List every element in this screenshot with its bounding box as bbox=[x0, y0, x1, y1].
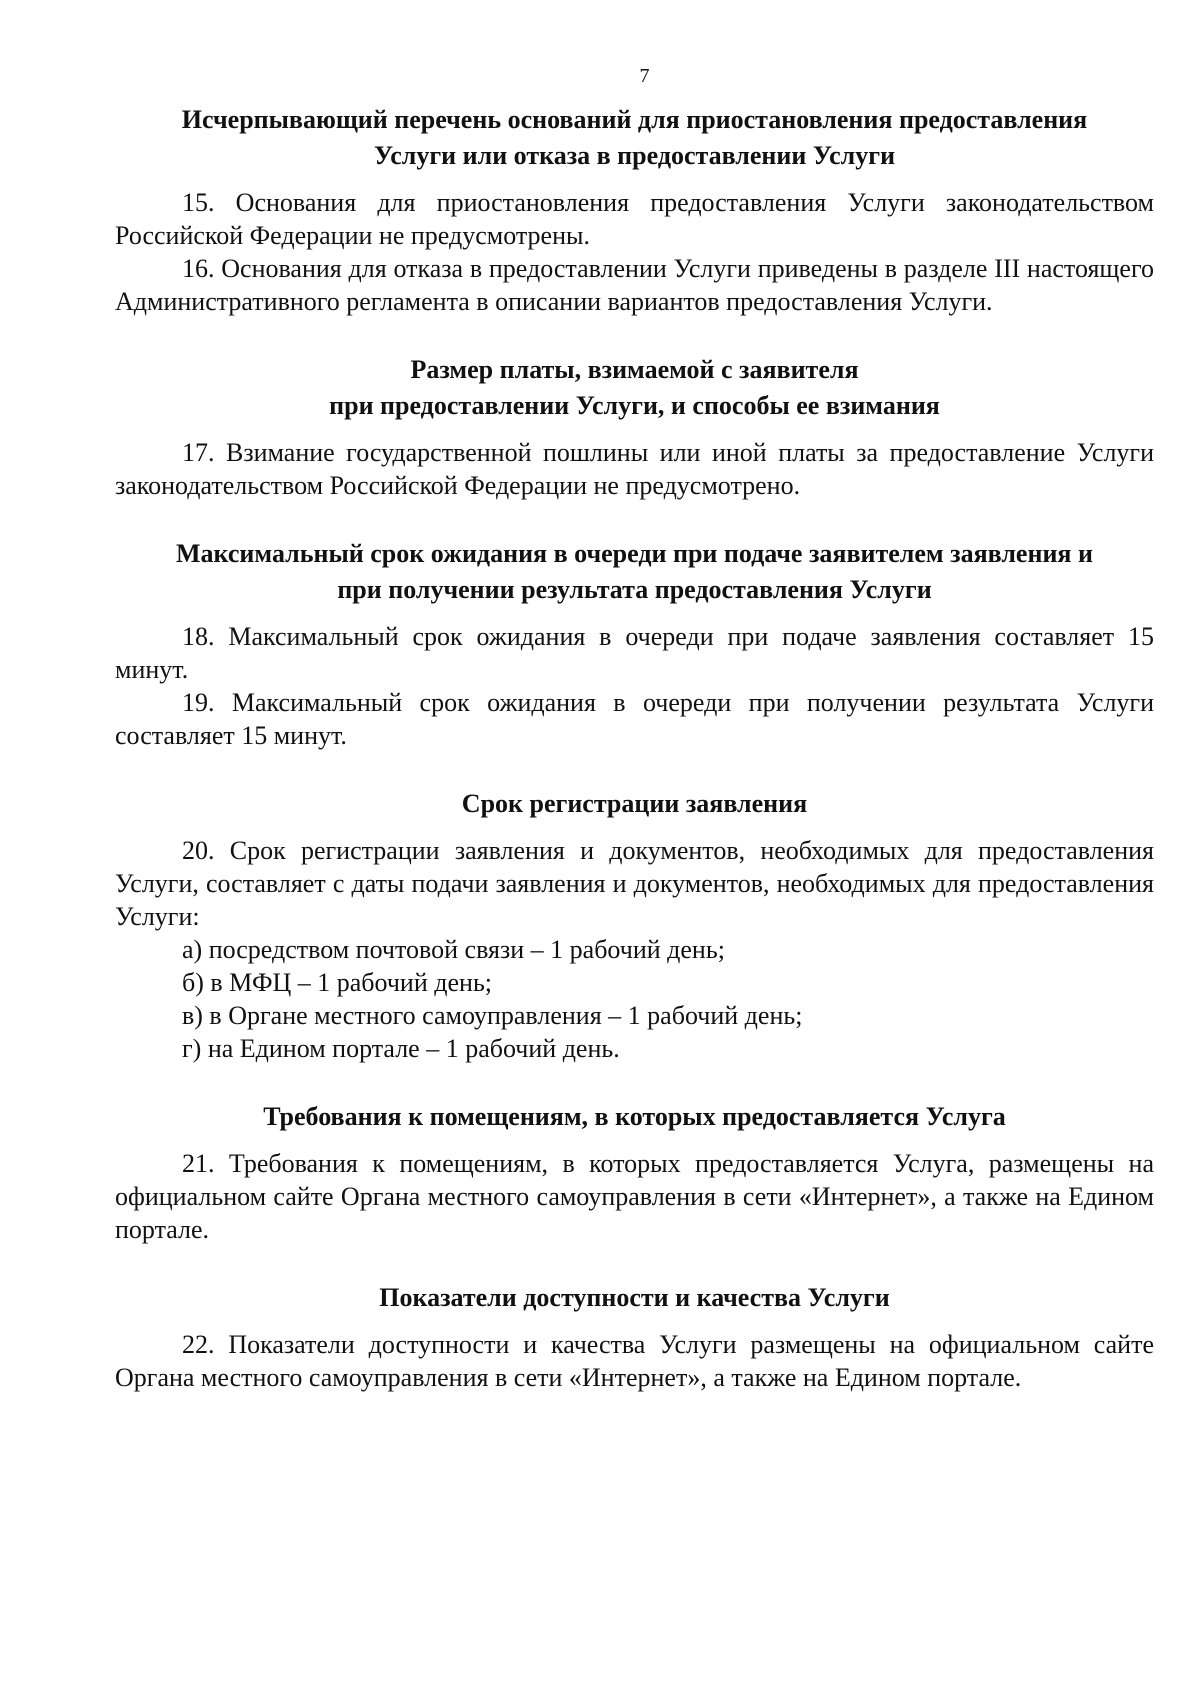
section-title-queue-time bbox=[115, 536, 1154, 608]
section-title-line: Срок регистрации заявления bbox=[461, 789, 808, 818]
section-title-line: Показатели доступности и качества Услуги bbox=[379, 1283, 890, 1312]
section-title-line: при предоставлении Услуги, и способы ее взимания bbox=[329, 391, 940, 420]
paragraph-21: 21. Требования к помещениям, в которых предоставляется Услуга, размещены на официальном сайте Органа местного самоуправления в сети «Интернет», а также на Едином портале. bbox=[115, 1149, 1154, 1244]
section-title-line: Максимальный срок ожидания в очереди при подаче заявителем заявления и bbox=[176, 539, 1093, 568]
section-title-suspension-grounds bbox=[115, 102, 1154, 174]
section-title-line: Требования к помещениям, в которых предоставляется Услуга bbox=[263, 1102, 1006, 1131]
section-title-premises bbox=[115, 1099, 1154, 1135]
page-number: 7 bbox=[639, 65, 650, 87]
paragraph-16: 16. Основания для отказа в предоставлении Услуги приведены в разделе III настоящего Административного регламента в описании вариантов предоставления Услуги. bbox=[115, 254, 1154, 316]
paragraph-19: 19. Максимальный срок ожидания в очереди при получении результата Услуги составляет 15 минут. bbox=[115, 688, 1154, 750]
list-item-local-authority: в) в Органе местного самоуправления – 1 рабочий день; bbox=[182, 1001, 803, 1030]
paragraph-17: 17. Взимание государственной пошлины или иной платы за предоставление Услуги законодательством Российской Федерации не предусмотрено. bbox=[115, 438, 1154, 500]
section-title-registration-term bbox=[115, 786, 1154, 822]
list-item-mfc: б) в МФЦ – 1 рабочий день; bbox=[182, 968, 493, 997]
paragraph-18: 18. Максимальный срок ожидания в очереди при подаче заявления составляет 15 минут. bbox=[115, 622, 1154, 684]
list-item-unified-portal: г) на Едином портале – 1 рабочий день. bbox=[182, 1034, 620, 1063]
section-title-line: Исчерпывающий перечень оснований для приостановления предоставления bbox=[181, 105, 1088, 134]
section-title-line: Размер платы, взимаемой с заявителя bbox=[410, 355, 859, 384]
section-title-quality-indicators bbox=[115, 1280, 1154, 1316]
section-title-fee bbox=[115, 352, 1154, 424]
section-title-line: при получении результата предоставления Услуги bbox=[337, 575, 932, 604]
paragraph-15: 15. Основания для приостановления предоставления Услуги законодательством Российской Федерации не предусмотрены. bbox=[115, 188, 1154, 250]
list-item-postal: а) посредством почтовой связи – 1 рабочий день; bbox=[182, 935, 725, 964]
section-title-line: Услуги или отказа в предоставлении Услуги bbox=[373, 141, 896, 170]
paragraph-22: 22. Показатели доступности и качества Услуги размещены на официальном сайте Органа местного самоуправления в сети «Интернет», а также на Едином портале. bbox=[115, 1330, 1154, 1392]
paragraph-20: 20. Срок регистрации заявления и документов, необходимых для предоставления Услуги, составляет с даты подачи заявления и документов, необходимых для предоставления Услуги: bbox=[115, 836, 1154, 931]
